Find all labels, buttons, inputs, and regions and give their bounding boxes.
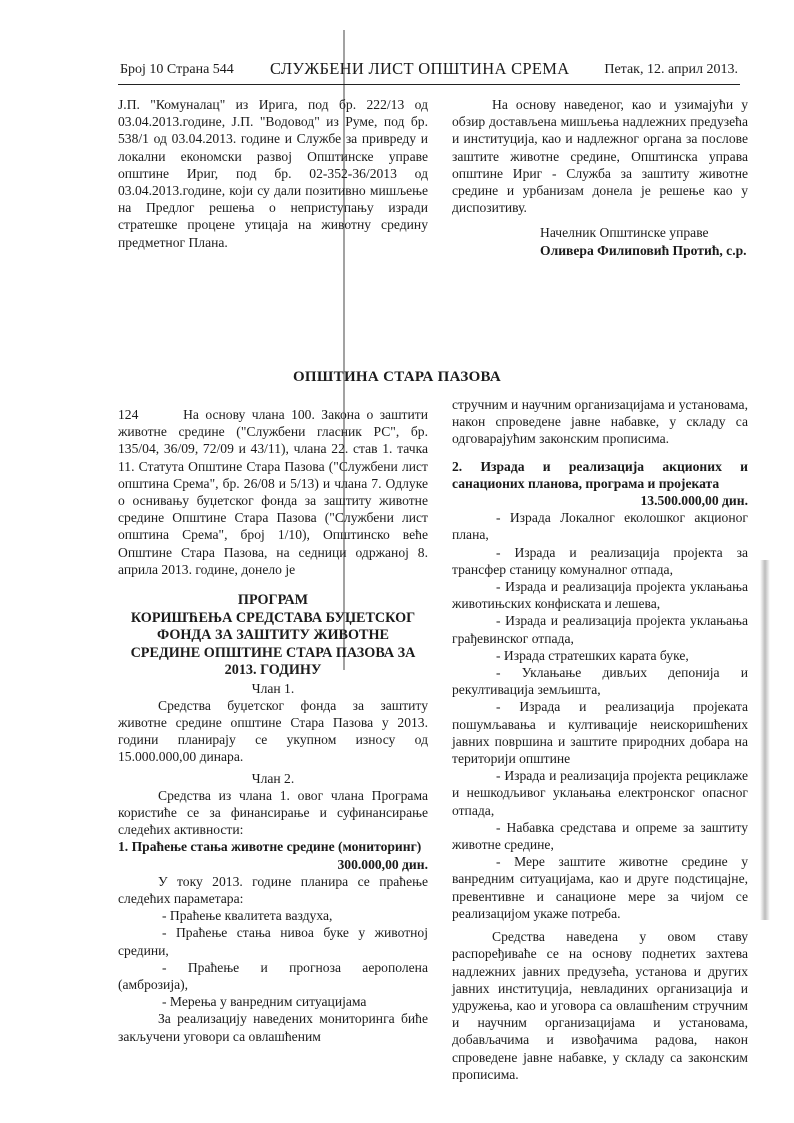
left-column — [118, 406, 428, 1045]
page-header — [120, 59, 738, 86]
header-date: Петак, 12. април 2013. — [604, 62, 738, 77]
top-right-paragraph: На основу наведеног, као и узимајући у обзир достављена мишљења надлежних предузећа и институција, као и надлежног органа за послове заштите животне средине, Општинска управа општине Ириг - Служба за заштиту животне средине и урбанизам донела је решење као у диспозитиву. — [452, 97, 748, 216]
right-column — [452, 396, 748, 1083]
item-1-end-text: За реализацију наведених мониторинга биће закључени уговори са овлашћеним — [118, 1011, 428, 1044]
item-2-title: 2. Израда и реализација акционих и санационих планова, програма и пројеката — [452, 458, 748, 491]
top-right-column — [452, 96, 748, 216]
list-item: - Мере заштите животне средине у ванредним ситуацијама, као и друге подстицајне, превентивне и санационе мере за чијом се реализацијом укаже потреба. — [452, 854, 748, 921]
item-1-amount: 300.000,00 дин. — [337, 856, 428, 872]
list-item: - Уклањање дивљих депонија и рекултивација земљишта, — [452, 665, 748, 698]
header-divider — [118, 84, 740, 85]
item-1-title: 1. Праћење стања животне средине (мониторинг) — [118, 839, 422, 855]
list-item: - Набавка средстава и опреме за заштиту животне средине, — [452, 819, 748, 853]
item-2-amount: 13.500.000,00 дин. — [640, 493, 748, 509]
program-title-line: ПРОГРАМ — [237, 592, 309, 609]
list-item: - Праћење квалитета ваздуха, — [162, 908, 333, 924]
list-item: - Израда и реализација пројекта уклањања животињских конфиската и лешева, — [452, 579, 748, 612]
list-item: - Мерења у ванредним ситуацијама — [162, 994, 367, 1010]
article-1-text: Средства буџетског фонда за заштиту животне средине општине Стара Пазова у 2013. години планирају се укупном износу од 15.000.000,00 динара. — [118, 697, 428, 765]
list-item: - Праћење и прогноза аерополена (амброзија), — [118, 959, 428, 992]
list-item: - Израда стратешких карата буке, — [496, 647, 689, 663]
program-title-line: ФОНДА ЗА ЗАШТИТУ ЖИВОТНЕ — [156, 627, 390, 644]
list-item: - Израда и реализација пројеката пошумљавања и култивације неискоришћених јавних површина и заштите природних добара на територији општине — [452, 699, 748, 767]
list-item: - Израда и реализација пројекта за трансфер станицу комуналног отпада, — [452, 544, 748, 577]
signature-role: Начелник Општинске управе — [540, 225, 709, 240]
item-1-text: У току 2013. године планира се праћење следећих параметара: — [118, 873, 428, 906]
section-title: ОПШТИНА СТАРА ПАЗОВА — [292, 369, 502, 385]
top-left-column — [118, 96, 428, 251]
list-item: - Израда и реализација пројекта рециклаже и нешкодљивог уклањања електронског опасног отпада, — [452, 768, 748, 818]
final-paragraph: Средства наведена у овом ставу распоређиваће се на основу поднетих захтева надлежних јавних предузећа, установа и других јавних институција, невладиних организација и удружења, као и уговора са овлашћеним стручним и научним организацијама и установама, добављачима и извођачима радова, након спроведене јавне набавке, у складу са законским прописима. — [452, 929, 748, 1082]
list-item: - Израда Локалног еколошког акционог плана, — [452, 510, 748, 543]
program-title — [118, 592, 428, 680]
article-2-heading: Члан 2. — [251, 770, 295, 786]
top-left-paragraph: Ј.П. "Комуналац" из Ирига, под бр. 222/13 од 03.04.2013.године, Ј.П. "Водовод" из Руме, под бр. 538/1 од 03.04.2013. године и Службе за привреду и локални економски развој Општинске управе општине Ириг, под бр. 02-352-36/2013 од 03.04.2013.године, који су дали позитивно мишљење на Предлог решења о неприступању изради стратешке процене утицаја на животну средину предметног Плана. — [118, 97, 428, 250]
list-item: - Праћење стања нивоа буке у животној средини, — [118, 925, 428, 958]
program-title-line: СРЕДИНЕ ОПШТИНЕ СТАРА ПАЗОВА ЗА — [130, 644, 416, 661]
program-title-line: КОРИШЋЕЊА СРЕДСТАВА БУЏЕТСКОГ — [130, 609, 416, 626]
list-item: - Израда и реализација пројекта уклањања грађевинског отпада, — [452, 613, 748, 646]
continuation-text: стручним и научним организацијама и установама, након спроведене јавне набавке, у складу са одговарајућим законским прописима. — [452, 397, 748, 447]
decision-intro — [118, 406, 428, 578]
program-title-line: 2013. ГОДИНУ — [224, 662, 322, 679]
scan-edge-shadow — [760, 560, 770, 920]
signature-name: Оливера Филиповић Протић, с.р. — [540, 243, 747, 258]
decision-number: 124 — [118, 407, 139, 422]
header-issue-page: Број 10 Страна 544 — [120, 62, 234, 77]
article-1-heading: Члан 1. — [251, 680, 295, 696]
article-2-text: Средства из члана 1. овог члана Програма користиће се за финансирање и суфинансирање следећих активности: — [118, 787, 428, 838]
decision-intro-text: На основу члана 100. Закона о заштити животне средине ("Службени гласник РС", бр. 135/04, 36/09, 72/09 и 43/11), члана 22. став 1. тачка 11. Статута Општине Стара Пазова ("Службени лист општина Срема", бр. 26/08 и 5/13) и члана 7. Одлуке о оснивању буџетског фонда за заштиту животне средине Општине Стара Пазова ("Службени лист општина Срема", број 1/10), Општинско веће Општине Стара Пазова, на седници одржаној 8. априла 2013. године, донело је — [118, 407, 428, 577]
header-journal-title: СЛУЖБЕНИ ЛИСТ ОПШТИНА СРЕМА — [270, 59, 570, 78]
